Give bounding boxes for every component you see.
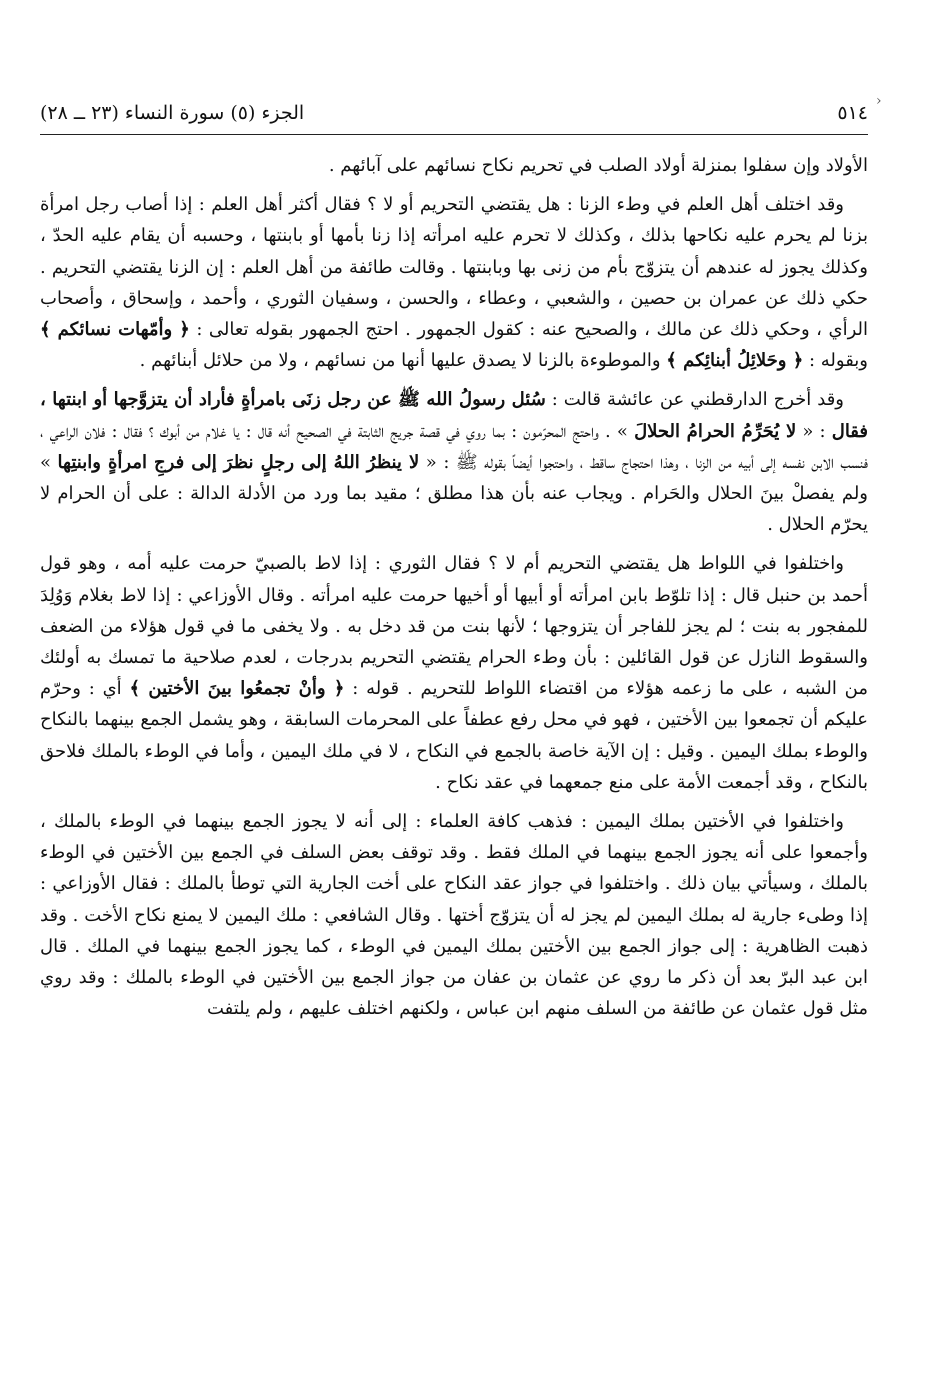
body-text: واختلفوا في اللواط هل يقتضي التحريم أم لا ؟ فقال الثوري : إذا لاط بالصبيّ حرمت عليه أمه ، وهو قول أحمد بن حنبل قال : إذا تلوّط بابن امرأته أو أبيها أو أخيها حرمت عليه امرأته . وقال الأوزاعي : إذا لاط بغلام وَوُلِدَ للمفجور به بنت ؛ لم يجز للفاجر أن يتزوجها ؛ لأنها بنت من قد دخل به . ولا يخفى ما في قول هؤلاء من الضعف والسقوط النازل عن قول القائلين : بأن وطء الحرام يقتضي التحريم بدرجات ، لعدم صلاحية ما تمسك به أولئك من الشبه ، على ما زعمه هؤلاء من اقتضاء اللواط للتحريم . قوله : <box>40 553 868 700</box>
body-text: الأولاد وإن سفلوا بمنزلة أولاد الصلب في تحريم نكاح نسائهم على آبائهم . <box>328 155 868 176</box>
quoted-text: لا يُحَرِّمُ الحرامُ الحلالَ <box>634 420 797 442</box>
quoted-text: ﴿ وحَلائِلُ أبنائِكم ﴾ <box>666 350 804 372</box>
body-text: » . واحتج المحرّمون : بما روي في قصة جريج الثابتة في الصحيح أنه قال : يا غلام من أبوك ؟ فقال : فلان الراعي ، فنسب الابن نفسه إلى أبيه من الزنا ، وهذا احتجاج ساقط ، واحتجوا أيضاً بقوله ﷺ : « <box>40 420 869 473</box>
body-text: وبقوله : <box>803 350 868 372</box>
paragraph <box>40 548 868 798</box>
running-title: الجزء (٥) سورة النساء (٢٣ ــ ٢٨) <box>40 102 305 124</box>
body-text: » ولم يفصلْ بينَ الحلال والحَرام . ويجاب عنه بأن هذا مطلق ؛ مقيد بما ورد من الأدلة الدالة : على أن الحرام لا يحرّم الحلال . <box>40 451 868 536</box>
body-text: وقد أخرج الدارقطني عن عائشة قالت : <box>545 389 844 411</box>
running-header <box>40 98 868 128</box>
header-rule <box>40 134 868 135</box>
body-text: : « <box>796 420 832 442</box>
paragraph <box>40 150 868 181</box>
quoted-text: سُئل رسولُ الله ﷺ عن رجل زنَى بامرأةٍ فأراد أن يتزوَّجها أو ابنتها ، فقال <box>40 389 869 442</box>
page-mark: ‹ <box>876 93 882 109</box>
paragraph <box>40 384 868 540</box>
paragraph <box>40 806 868 1024</box>
quoted-text: لا ينظرُ اللهُ إلى رجلٍ نظرَ إلى فرجِ امرأةٍ وابنتِها <box>57 451 420 473</box>
page-body <box>40 150 868 1032</box>
quoted-text: ﴿ وأمّهات نسائكم ﴾ <box>40 319 190 341</box>
page-number: ٥١٤ <box>837 102 868 124</box>
body-text: والموطوءة بالزنا لا يصدق عليها أنها من نسائهم ، ولا من حلائل أبنائهم . <box>139 350 667 372</box>
paragraph <box>40 189 868 376</box>
quoted-text: ﴿ وأنْ تجمعُوا بينَ الأختين ﴾ <box>129 678 345 700</box>
body-text: واختلفوا في الأختين بملك اليمين : فذهب كافة العلماء : إلى أنه لا يجوز الجمع بينهما في الوطء بالملك ، وأجمعوا على أنه يجوز الجمع بينهما في الملك فقط . وقد توقف بعض السلف في الجمع بين الأختين في الوطء بالملك ، وسيأتي بيان ذلك . واختلفوا في جواز عقد النكاح على أخت الجارية التي توطأ بالملك : فقال الأوزاعي : إذا وطىء جارية له بملك اليمين لم يجز له أن يتزوّج أختها . وقال الشافعي : ملك اليمين لا يمنع نكاح الأخت . وقد ذهبت الظاهرية : إلى جواز الجمع بين الأختين بملك اليمين في الوطء ، كما يجوز الجمع بينهما في الملك . قال ابن عبد البرّ بعد أن ذكر ما روي عن عثمان بن عفان من جواز الجمع بين الأختين في الوطء بالملك : وقد روي مثل قول عثمان عن طائفة من السلف منهم ابن عباس ، ولكنهم اختلف عليهم ، ولم يلتفت <box>40 811 868 1020</box>
body-text: وقد اختلف أهل العلم في وطء الزنا : هل يقتضي التحريم أو لا ؟ فقال أكثر أهل العلم : إذا أصاب رجل امرأة بزنا لم يحرم عليه نكاحها بذلك ، وكذلك لا تحرم عليه امرأته إذا زنا بأمها أو بابنتها ، وحسبه أن يقام عليه الحدّ ، وكذلك يجوز له عندهم أن يتزوّج بأم من زنى بها وبابنتها . وقالت طائفة من أهل العلم : إن الزنا يقتضي التحريم . حكي ذلك عن عمران بن حصين ، والشعبي ، وعطاء ، والحسن ، وسفيان الثوري ، وأحمد ، وإسحاق ، وأصحاب الرأي ، وحكي ذلك عن مالك ، والصحيح عنه : كقول الجمهور . احتج الجمهور بقوله تعالى : <box>40 194 868 341</box>
body-text: أي : وحرّم عليكم أن تجمعوا بين الأختين ، فهو في محل رفع عطفاً على المحرمات السابقة ، وهو يشمل الجمع بينهما بالنكاح والوطء بملك اليمين . وقيل : إن الآية خاصة بالجمع في النكاح ، لا في ملك اليمين ، وأما في الوطء بالملك فلاحق بالنكاح ، وقد أجمعت الأمة على منع جمعهما في عقد نكاح . <box>40 678 868 793</box>
